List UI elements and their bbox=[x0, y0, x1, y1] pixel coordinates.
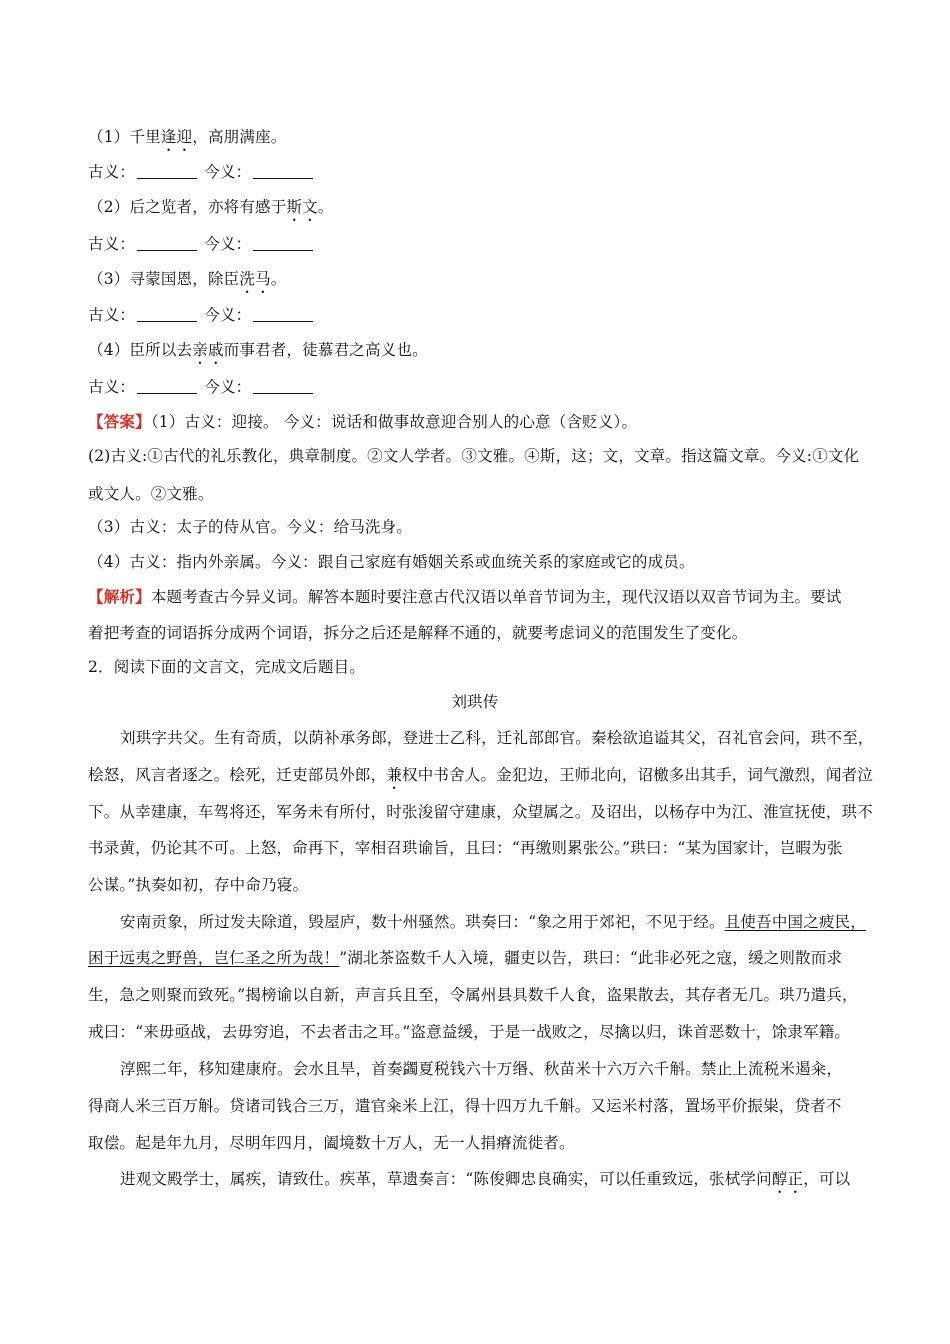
emphasis-char: 迎 bbox=[176, 128, 193, 146]
gu-label: 古义： bbox=[88, 235, 136, 253]
gu-label: 古义： bbox=[88, 163, 136, 181]
text: （4）臣所以去 bbox=[88, 341, 193, 359]
text: 进观文殿学士，属疾，请致仕。疾革，草遗奏言：“陈俊卿忠良确实，可以任重致远，张栻学问 bbox=[120, 1170, 772, 1188]
text: 而事君者，徒慕君之高义也。 bbox=[223, 341, 428, 359]
emphasis-char: 逢 bbox=[160, 128, 177, 146]
q1-item-2 bbox=[88, 195, 334, 217]
q2-intro: 2．阅读下面的文言文，完成文后题目。 bbox=[88, 658, 365, 676]
passage-title: 刘珙传 bbox=[451, 693, 499, 711]
underlined-sentence: 且使吾中国之疲民， bbox=[724, 913, 867, 931]
jin-label: 今义： bbox=[204, 235, 252, 253]
emphasis-char: 正 bbox=[787, 1170, 804, 1188]
passage-line: 刘珙字共父。生有奇质，以荫补承务郎，登进士乙科，迁礼部郎官。秦桧欲追谥其父，召礼官会问，珙不至， bbox=[120, 729, 874, 747]
passage-line: 公谋。”执奏如初，存中命乃寝。 bbox=[88, 876, 309, 894]
text: 权中书舍人。金犯边，王师北向，诏檄多出其手，词气激烈，闻者泣 bbox=[402, 766, 874, 784]
passage-line: 书录黄，仍论其不可。上怒，命再下，宰相召珙谕旨，且曰：“再缴则累张公。”珙曰：“某为国家计，岂暇为张 bbox=[88, 839, 843, 857]
text: 本题考查古今异义词。解答本题时要注意古代汉语以单音节词为主，现代汉语以双音节词为主。要试 bbox=[150, 588, 842, 606]
jin-label: 今义： bbox=[204, 306, 252, 324]
answer-line-1 bbox=[88, 410, 637, 432]
blank-field bbox=[253, 236, 313, 251]
emphasis-char: 亲 bbox=[192, 341, 208, 359]
passage-line bbox=[88, 763, 873, 785]
answer-blank-line-4 bbox=[88, 375, 315, 397]
answer-blank-line-1 bbox=[88, 160, 315, 182]
answer-blank-line-2 bbox=[88, 232, 315, 254]
blank-field bbox=[137, 379, 197, 394]
blank-field bbox=[253, 379, 313, 394]
text: ，高朋满座。 bbox=[192, 128, 287, 146]
emphasis-char: 文 bbox=[302, 198, 318, 216]
text: （2）后之览者，亦将有感于 bbox=[88, 198, 287, 216]
passage-line: 取偿。起是年九月，尽明年四月，阖境数十万人，无一人捐瘠流徙者。 bbox=[88, 1134, 575, 1152]
answer-line-4: （3）古义：太子的侍从官。今义：给马洗身。 bbox=[88, 518, 413, 536]
passage-line: 淳熙二年，移知建康府。会水且旱，首奏蠲夏税钱六十万缗、秋苗米十六万六千斛。禁止上流税米遏籴， bbox=[120, 1060, 843, 1078]
text: ”湖北茶盗数千人入境，疆吏以告，珙曰：“此非必死之寇，缓之则散而求 bbox=[339, 949, 843, 967]
passage-line bbox=[120, 910, 866, 932]
text: （3）寻蒙国恩，除臣 bbox=[88, 270, 240, 288]
passage-line bbox=[88, 946, 842, 968]
passage-line: 生，急之则聚而致死。”揭榜谕以自新，声言兵且至，令属州县具数千人食，盗果散去，其存者无几。珙乃遣兵， bbox=[88, 986, 858, 1004]
blank-field bbox=[137, 164, 197, 179]
passage-line: 戒曰：“来毋亟战，去毋穷追，不去者击之耳。”盗意益缓，于是一战败之，尽擒以归，诛首恶数十，馀隶军籍。 bbox=[88, 1023, 851, 1041]
emphasis-char: 戚 bbox=[207, 341, 224, 359]
blank-field bbox=[253, 307, 313, 322]
gu-label: 古义： bbox=[88, 378, 136, 396]
passage-line bbox=[120, 1167, 850, 1189]
passage-line: 下。从幸建康，车驾将还，军务未有所付，时张浚留守建康，众望属之。及诏出，以杨存中为江、淮宣抚使，珙不 bbox=[88, 803, 874, 821]
blank-field bbox=[253, 164, 313, 179]
text: （1）古义：迎接。 今义：说话和做事故意迎合别人的心意（含贬义）。 bbox=[150, 413, 638, 431]
analysis-tag: 【解析】 bbox=[88, 587, 151, 606]
emphasis-char: 斯 bbox=[286, 198, 303, 216]
passage-line: 得商人米三百万斛。贷诸司钱合三万，遣官籴米上江，得十四万九千斛。又运米村落，置场平价振粜，贷者不 bbox=[88, 1097, 842, 1115]
analysis-line-2: 着把考查的词语拆分成两个词语，拆分之后还是解释不通的，就要考虑词义的范围发生了变化。 bbox=[88, 624, 748, 642]
answer-blank-line-3 bbox=[88, 303, 315, 325]
emphasis-char: 兼 bbox=[386, 766, 403, 784]
emphasis-char: 马 bbox=[255, 270, 271, 288]
answer-line-3: 或文人。②文雅。 bbox=[88, 485, 214, 503]
blank-field bbox=[137, 307, 197, 322]
text: （1）千里 bbox=[88, 128, 161, 146]
gu-label: 古义： bbox=[88, 306, 136, 324]
q1-item-3 bbox=[88, 267, 286, 289]
text: 安南贡象，所过发夫除道，毁屋庐，数十州骚然。珙奏曰：“象之用于郊祀，不见于经。 bbox=[120, 913, 725, 931]
jin-label: 今义： bbox=[204, 378, 252, 396]
jin-label: 今义： bbox=[204, 163, 252, 181]
answer-line-5: （4）古义：指内外亲属。今义：跟自己家庭有婚姻关系或血统关系的家庭或它的成员。 bbox=[88, 553, 695, 571]
text: 。 bbox=[317, 198, 334, 216]
text: 桧怒，风言者逐之。桧死，迁吏部员外郎， bbox=[88, 766, 387, 784]
analysis-line-1 bbox=[88, 585, 842, 607]
blank-field bbox=[137, 236, 197, 251]
emphasis-char: 醇 bbox=[771, 1170, 788, 1188]
underlined-sentence: 困于远夷之野兽，岂仁圣之所为哉！ bbox=[88, 949, 340, 967]
q1-item-4 bbox=[88, 338, 428, 360]
q1-item-1 bbox=[88, 125, 286, 147]
text: ，可以 bbox=[803, 1170, 851, 1188]
text: 。 bbox=[270, 270, 287, 288]
answer-line-2: (2)古义:①古代的礼乐教化，典章制度。②文人学者。③文雅。④斯，这；文，文章。指这篇文章。今义:①文化 bbox=[88, 447, 860, 465]
emphasis-char: 洗 bbox=[239, 270, 256, 288]
answer-tag: 【答案】 bbox=[88, 412, 151, 431]
